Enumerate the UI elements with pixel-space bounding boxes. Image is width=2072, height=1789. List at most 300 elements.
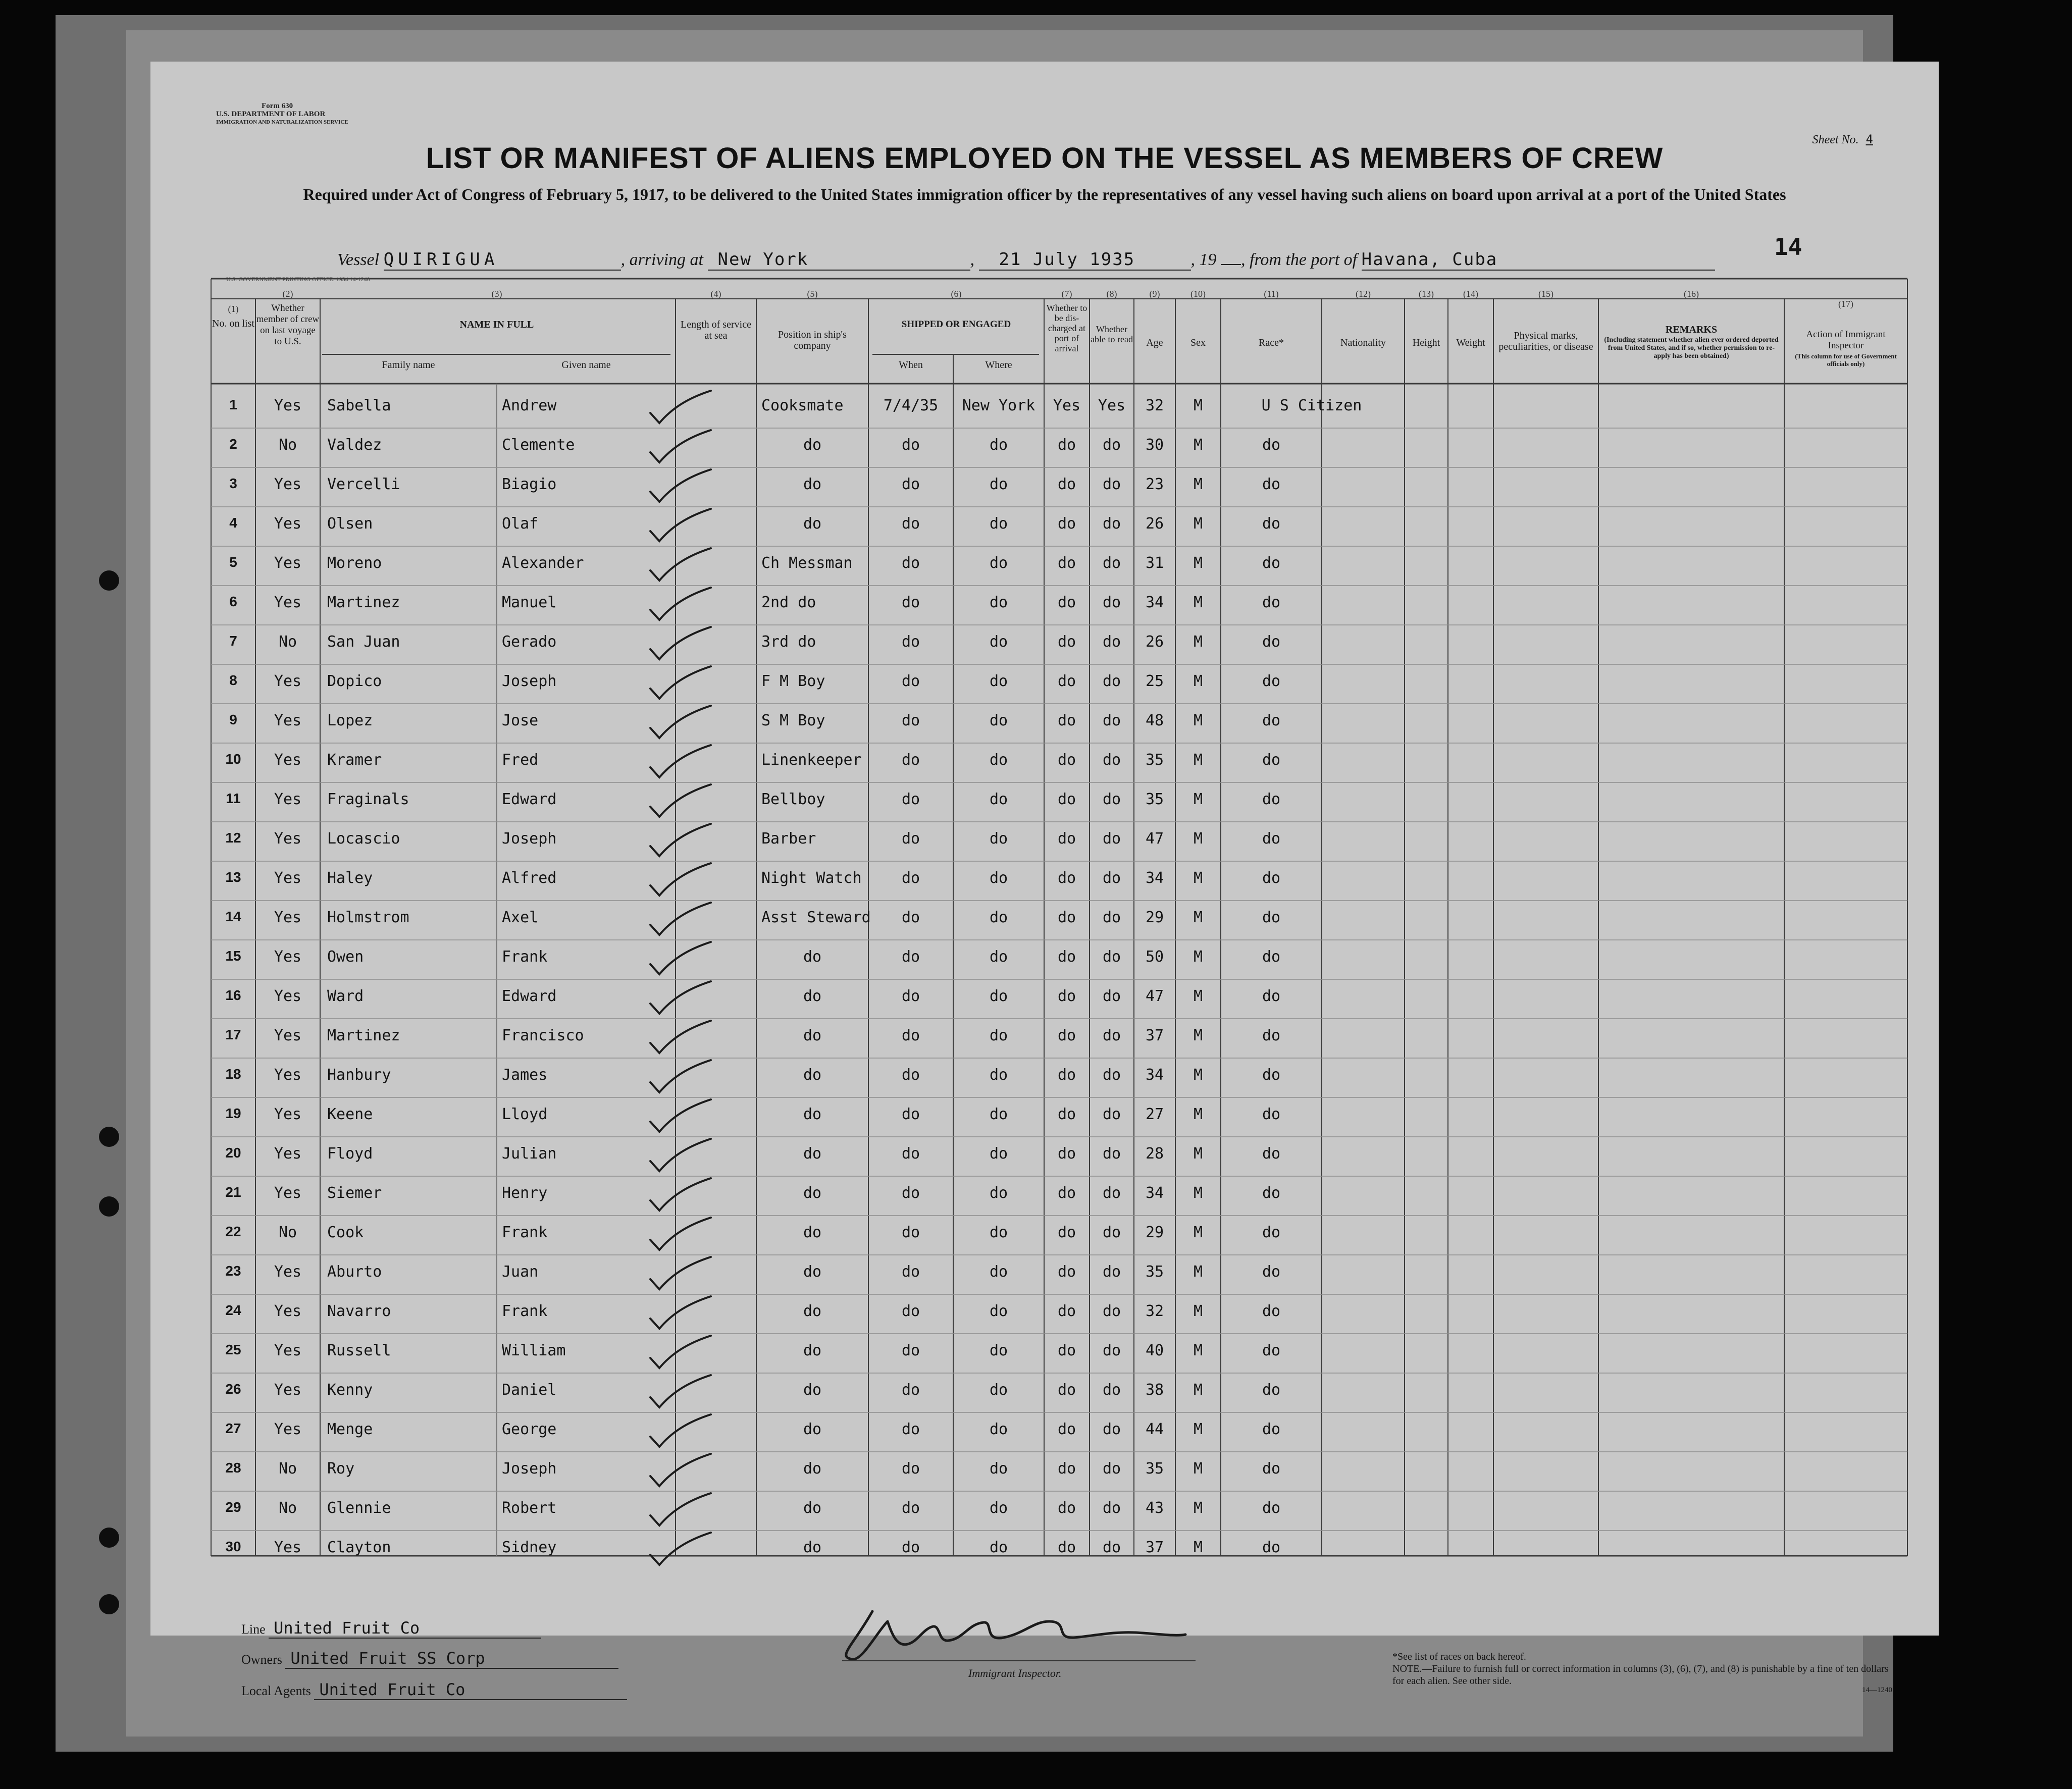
cell-family: Lopez (327, 712, 373, 729)
cell-position: do (803, 1342, 822, 1359)
col-header-weight: Weight (1456, 337, 1485, 348)
cell-voyage: Yes (274, 1184, 302, 1202)
cell-sex: M (1193, 948, 1203, 966)
cell-age: 35 (1145, 1460, 1164, 1478)
departure-port: Havana, Cuba (1362, 249, 1715, 271)
cell-where: do (989, 948, 1008, 966)
cell-voyage: Yes (274, 712, 302, 729)
table-row (150, 1217, 1939, 1256)
cell-race: do (1262, 633, 1281, 651)
check-mark-icon (635, 390, 711, 427)
cell-where: do (989, 1066, 1008, 1084)
cell-when: do (901, 476, 920, 493)
cell-discharged: do (1057, 1027, 1076, 1044)
col-header-last-voyage: Whether member of crew on last voyage to U.S. (256, 303, 320, 347)
col-num: (15) (1538, 289, 1553, 299)
cell-read: do (1102, 594, 1121, 611)
cell-read: do (1102, 476, 1121, 493)
check-mark-icon (635, 1413, 711, 1451)
cell-read: do (1102, 1066, 1121, 1084)
cell-when: do (901, 712, 920, 729)
cell-where: do (989, 1224, 1008, 1241)
cell-age: 29 (1145, 1224, 1164, 1241)
line-label: Line (241, 1622, 266, 1637)
cell-sex: M (1193, 633, 1203, 651)
cell-race: do (1262, 1106, 1281, 1123)
table-row (150, 468, 1939, 508)
cell-given: Joseph (502, 672, 557, 690)
check-mark-icon (635, 1492, 711, 1530)
cell-age: 32 (1145, 1302, 1164, 1320)
cell-position: 3rd do (761, 633, 816, 651)
col-num: (4) (710, 289, 721, 299)
table-row (150, 941, 1939, 980)
cell-family: Holmstrom (327, 909, 409, 926)
check-mark-icon (635, 1098, 711, 1136)
cell-age: 34 (1145, 594, 1164, 611)
cell-given: Julian (502, 1145, 557, 1163)
footer-note (1392, 1651, 1897, 1687)
cell-sex: M (1193, 554, 1203, 572)
cell-where: do (989, 1381, 1008, 1399)
cell-where: do (989, 554, 1008, 572)
cell-race: do (1262, 712, 1281, 729)
cell-given: Biagio (502, 476, 557, 493)
cell-no: 28 (225, 1460, 241, 1476)
cell-discharged: do (1057, 1381, 1076, 1399)
table-row (150, 744, 1939, 783)
col-header-family: Family name (382, 359, 435, 371)
cell-age: 23 (1145, 476, 1164, 493)
cell-position: Bellboy (761, 791, 825, 808)
cell-no: 25 (225, 1342, 241, 1357)
cell-sex: M (1193, 987, 1203, 1005)
crew-table-body (150, 62, 1939, 1636)
cell-race: do (1262, 948, 1281, 966)
cell-when: do (901, 1184, 920, 1202)
cell-given: Alfred (502, 869, 557, 887)
cell-sex: M (1193, 672, 1203, 690)
table-row (150, 587, 1939, 626)
agents-label: Local Agents (241, 1683, 311, 1698)
cell-sex: M (1193, 1224, 1203, 1241)
cell-given: Daniel (502, 1381, 557, 1399)
cell-given: Fred (502, 751, 539, 769)
cell-voyage: Yes (274, 1106, 302, 1123)
cell-sex: M (1193, 515, 1203, 533)
col-num: (9) (1149, 289, 1160, 299)
manifest-sheet (150, 62, 1939, 1699)
cell-given: Frank (502, 948, 548, 966)
cell-where: do (989, 1145, 1008, 1163)
cell-family: San Juan (327, 633, 400, 651)
cell-age: 31 (1145, 554, 1164, 572)
cell-race: do (1262, 1027, 1281, 1044)
cell-given: Juan (502, 1263, 539, 1281)
fine-note: NOTE.—Failure to furnish full or correct information in columns (3), (6), (7), and (8) is punishable by a fine of ten dollars for each alien. See other side. (1392, 1663, 1889, 1687)
cell-sex: M (1193, 1539, 1203, 1556)
cell-where: do (989, 476, 1008, 493)
binder-hole (99, 1127, 119, 1147)
cell-family: Vercelli (327, 476, 400, 493)
cell-where: do (989, 1184, 1008, 1202)
cell-no: 24 (225, 1302, 241, 1318)
check-mark-icon (635, 1295, 711, 1333)
cell-race: U S Citizen (1261, 397, 1362, 414)
cell-family: Hanbury (327, 1066, 391, 1084)
cell-position: do (803, 476, 822, 493)
cell-family: Siemer (327, 1184, 382, 1202)
col-header-read: Whether able to read (1091, 324, 1133, 344)
check-mark-icon (635, 508, 711, 545)
cell-no: 10 (225, 751, 241, 767)
cell-race: do (1262, 554, 1281, 572)
cell-family: Aburto (327, 1263, 382, 1281)
col-num: (8) (1106, 289, 1117, 299)
check-mark-icon (635, 547, 711, 585)
cell-race: do (1262, 869, 1281, 887)
sheet-label: Sheet No. (1812, 133, 1859, 146)
cell-discharged: do (1057, 987, 1076, 1005)
check-mark-icon (635, 902, 711, 939)
cell-sex: M (1193, 751, 1203, 769)
cell-family: Ward (327, 987, 364, 1005)
form-number: Form 630 (262, 102, 293, 110)
cell-read: Yes (1098, 397, 1126, 414)
col-header-action: Action of Immigrant Inspector (1806, 329, 1886, 351)
cell-race: do (1262, 1263, 1281, 1281)
cell-when: do (901, 1027, 920, 1044)
cell-family: Keene (327, 1106, 373, 1123)
cell-race: do (1262, 1460, 1281, 1478)
cell-family: Roy (327, 1460, 355, 1478)
cell-position: do (803, 515, 822, 533)
table-row (150, 980, 1939, 1020)
cell-race: do (1262, 594, 1281, 611)
cell-no: 14 (225, 909, 241, 924)
cell-read: do (1102, 1342, 1121, 1359)
cell-read: do (1102, 1184, 1121, 1202)
cell-sex: M (1193, 1381, 1203, 1399)
cell-age: 32 (1145, 397, 1164, 414)
col-header-service: Length of service at sea (681, 319, 751, 341)
cell-position: do (803, 1460, 822, 1478)
cell-voyage: Yes (274, 672, 302, 690)
cell-position: do (803, 1302, 822, 1320)
cell-age: 29 (1145, 909, 1164, 926)
cell-sex: M (1193, 909, 1203, 926)
cell-position: do (803, 1184, 822, 1202)
cell-voyage: Yes (274, 1342, 302, 1359)
col-num: (13) (1419, 289, 1434, 299)
cell-no: 15 (225, 948, 241, 964)
cell-sex: M (1193, 594, 1203, 611)
cell-no: 7 (229, 633, 237, 649)
check-mark-icon (635, 429, 711, 466)
cell-where: do (989, 633, 1008, 651)
cell-race: do (1262, 515, 1281, 533)
cell-read: do (1102, 554, 1121, 572)
cell-voyage: Yes (274, 830, 302, 848)
cell-discharged: do (1057, 830, 1076, 848)
cell-sex: M (1193, 1184, 1203, 1202)
cell-given: Jose (502, 712, 539, 729)
cell-when: do (901, 948, 920, 966)
cell-race: do (1262, 1145, 1281, 1163)
cell-voyage: No (278, 633, 297, 651)
cell-where: do (989, 1342, 1008, 1359)
cell-read: do (1102, 1263, 1121, 1281)
cell-voyage: Yes (274, 476, 302, 493)
cell-family: Olsen (327, 515, 373, 533)
col-header-height: Height (1412, 337, 1440, 348)
cell-discharged: do (1057, 594, 1076, 611)
cell-sex: M (1193, 1106, 1203, 1123)
col-header-remarks-detail: (Including statement whether alien ever ordered deported from United States, and if so, whether permission to re-apply has been obtained) (1604, 336, 1779, 360)
table-row (150, 665, 1939, 705)
cell-read: do (1102, 791, 1121, 808)
col-header-action-detail: (This column for use of Government officials only) (1795, 352, 1897, 367)
col-header-given: Given name (561, 359, 611, 371)
inspector-signature (832, 1601, 1196, 1662)
cell-family: Fraginals (327, 791, 409, 808)
cell-race: do (1262, 1066, 1281, 1084)
cell-discharged: do (1057, 1539, 1076, 1556)
cell-when: do (901, 1539, 920, 1556)
cell-race: do (1262, 1224, 1281, 1241)
cell-where: do (989, 791, 1008, 808)
cell-discharged: do (1057, 869, 1076, 887)
col-header-where: Where (985, 359, 1012, 371)
cell-family: Moreno (327, 554, 382, 572)
cell-when: 7/4/35 (883, 397, 939, 414)
cell-voyage: No (278, 436, 297, 454)
cell-position: do (803, 987, 822, 1005)
cell-family: Martinez (327, 1027, 400, 1044)
cell-race: do (1262, 1184, 1281, 1202)
cell-discharged: do (1057, 554, 1076, 572)
cell-discharged: do (1057, 633, 1076, 651)
table-row (150, 823, 1939, 862)
cell-family: Valdez (327, 436, 382, 454)
owners-field (241, 1649, 618, 1669)
cell-read: do (1102, 1106, 1121, 1123)
cell-where: do (989, 1263, 1008, 1281)
cell-position: Cooksmate (761, 397, 844, 414)
cell-read: do (1102, 633, 1121, 651)
cell-where: do (989, 869, 1008, 887)
table-row (150, 1335, 1939, 1374)
cell-when: do (901, 1381, 920, 1399)
cell-discharged: Yes (1053, 397, 1081, 414)
cell-no: 6 (229, 594, 237, 609)
cell-age: 35 (1145, 791, 1164, 808)
cell-where: do (989, 987, 1008, 1005)
cell-sex: M (1193, 1460, 1203, 1478)
cell-discharged: do (1057, 751, 1076, 769)
cell-discharged: do (1057, 515, 1076, 533)
check-mark-icon (635, 1374, 711, 1411)
cell-read: do (1102, 1302, 1121, 1320)
col-num: (14) (1463, 289, 1478, 299)
cell-discharged: do (1057, 1184, 1076, 1202)
year-label: , 19 (1190, 250, 1217, 269)
service: IMMIGRATION AND NATURALIZATION SERVICE (216, 119, 348, 125)
cell-family: Clayton (327, 1539, 391, 1556)
cell-race: do (1262, 1381, 1281, 1399)
cell-position: F M Boy (761, 672, 825, 690)
cell-family: Haley (327, 869, 373, 887)
cell-race: do (1262, 476, 1281, 493)
cell-discharged: do (1057, 1420, 1076, 1438)
cell-read: do (1102, 948, 1121, 966)
cell-age: 44 (1145, 1420, 1164, 1438)
table-row (150, 902, 1939, 941)
check-mark-icon (635, 1256, 711, 1293)
cell-family: Martinez (327, 594, 400, 611)
cell-voyage: Yes (274, 1420, 302, 1438)
table-row (150, 429, 1939, 468)
cell-age: 48 (1145, 712, 1164, 729)
owners-value: United Fruit SS Corp (285, 1649, 618, 1669)
cell-where: do (989, 1420, 1008, 1438)
department: U.S. DEPARTMENT OF LABOR (216, 110, 326, 118)
cell-when: do (901, 1066, 920, 1084)
check-mark-icon (635, 665, 711, 703)
cell-no: 1 (229, 397, 237, 412)
cell-when: do (901, 830, 920, 848)
cell-where: do (989, 712, 1008, 729)
cell-age: 38 (1145, 1381, 1164, 1399)
cell-given: Andrew (502, 397, 557, 414)
cell-when: do (901, 436, 920, 454)
cell-family: Kramer (327, 751, 382, 769)
page-number: 14 (1774, 233, 1802, 260)
cell-position: 2nd do (761, 594, 816, 611)
cell-age: 35 (1145, 751, 1164, 769)
cell-voyage: No (278, 1499, 297, 1517)
cell-discharged: do (1057, 1224, 1076, 1241)
cell-position: do (803, 1066, 822, 1084)
line-field (241, 1618, 541, 1639)
cell-race: do (1262, 909, 1281, 926)
col-num: (7) (1061, 289, 1072, 299)
cell-where: do (989, 515, 1008, 533)
cell-race: do (1262, 830, 1281, 848)
col-header-remarks: REMARKS (1665, 324, 1718, 335)
check-mark-icon (635, 941, 711, 978)
agents-value: United Fruit Co (314, 1680, 627, 1700)
cell-read: do (1102, 515, 1121, 533)
cell-voyage: Yes (274, 1302, 302, 1320)
cell-age: 37 (1145, 1539, 1164, 1556)
cell-given: James (502, 1066, 548, 1084)
cell-where: do (989, 830, 1008, 848)
cell-age: 50 (1145, 948, 1164, 966)
cell-no: 2 (229, 436, 237, 452)
col-header-nationality: Nationality (1340, 337, 1386, 348)
cell-age: 34 (1145, 1184, 1164, 1202)
cell-when: do (901, 672, 920, 690)
table-row (150, 1098, 1939, 1138)
binder-hole (99, 1196, 119, 1217)
cell-family: Menge (327, 1420, 373, 1438)
cell-where: do (989, 594, 1008, 611)
cell-no: 18 (225, 1066, 241, 1082)
cell-voyage: Yes (274, 1381, 302, 1399)
cell-position: do (803, 1263, 822, 1281)
cell-sex: M (1193, 476, 1203, 493)
cell-read: do (1102, 830, 1121, 848)
cell-no: 30 (225, 1539, 241, 1554)
cell-voyage: Yes (274, 515, 302, 533)
cell-given: Joseph (502, 830, 557, 848)
table-row (150, 508, 1939, 547)
check-mark-icon (635, 1453, 711, 1490)
check-mark-icon (635, 783, 711, 821)
cell-read: do (1102, 1145, 1121, 1163)
cell-given: Olaf (502, 515, 539, 533)
cell-race: do (1262, 791, 1281, 808)
col-header-name: NAME IN FULL (459, 319, 534, 330)
table-row (150, 862, 1939, 902)
cell-when: do (901, 1342, 920, 1359)
cell-when: do (901, 791, 920, 808)
table-row (150, 1177, 1939, 1217)
cell-family: Russell (327, 1342, 391, 1359)
cell-voyage: Yes (274, 1027, 302, 1044)
cell-family: Cook (327, 1224, 364, 1241)
cell-race: do (1262, 751, 1281, 769)
cell-when: do (901, 1420, 920, 1438)
cell-sex: M (1193, 712, 1203, 729)
cell-sex: M (1193, 1342, 1203, 1359)
cell-age: 34 (1145, 869, 1164, 887)
vessel-name: QUIRIGUA (384, 249, 621, 271)
check-mark-icon (635, 705, 711, 742)
page-subtitle: Required under Act of Congress of February 5, 1917, to be delivered to the United States immigration officer by the representatives of any vessel having such aliens on board upon arrival at a port of the United States (303, 185, 1786, 203)
cell-position: Night Watch (761, 869, 862, 887)
col-num: (11) (1264, 289, 1279, 299)
cell-when: do (901, 633, 920, 651)
cell-discharged: do (1057, 1145, 1076, 1163)
cell-voyage: Yes (274, 948, 302, 966)
cell-read: do (1102, 1460, 1121, 1478)
cell-read: do (1102, 436, 1121, 454)
cell-race: do (1262, 1499, 1281, 1517)
cell-no: 21 (225, 1184, 241, 1200)
col-header-shipped: SHIPPED OR ENGAGED (901, 319, 1011, 330)
cell-given: Gerado (502, 633, 557, 651)
cell-where: do (989, 436, 1008, 454)
inspector-label: Immigrant Inspector. (968, 1667, 1062, 1679)
table-row (150, 1413, 1939, 1453)
cell-given: Edward (502, 987, 557, 1005)
cell-given: Clemente (502, 436, 575, 454)
cell-voyage: Yes (274, 1066, 302, 1084)
cell-where: do (989, 1302, 1008, 1320)
cell-race: do (1262, 987, 1281, 1005)
check-mark-icon (635, 1177, 711, 1215)
cell-age: 37 (1145, 1027, 1164, 1044)
col-header-physical: Physical marks, peculiarities, or disease (1498, 330, 1593, 352)
cell-where: do (989, 1499, 1008, 1517)
cell-position: S M Boy (761, 712, 825, 729)
cell-no: 29 (225, 1499, 241, 1515)
cell-when: do (901, 594, 920, 611)
cell-discharged: do (1057, 909, 1076, 926)
cell-age: 34 (1145, 1066, 1164, 1084)
